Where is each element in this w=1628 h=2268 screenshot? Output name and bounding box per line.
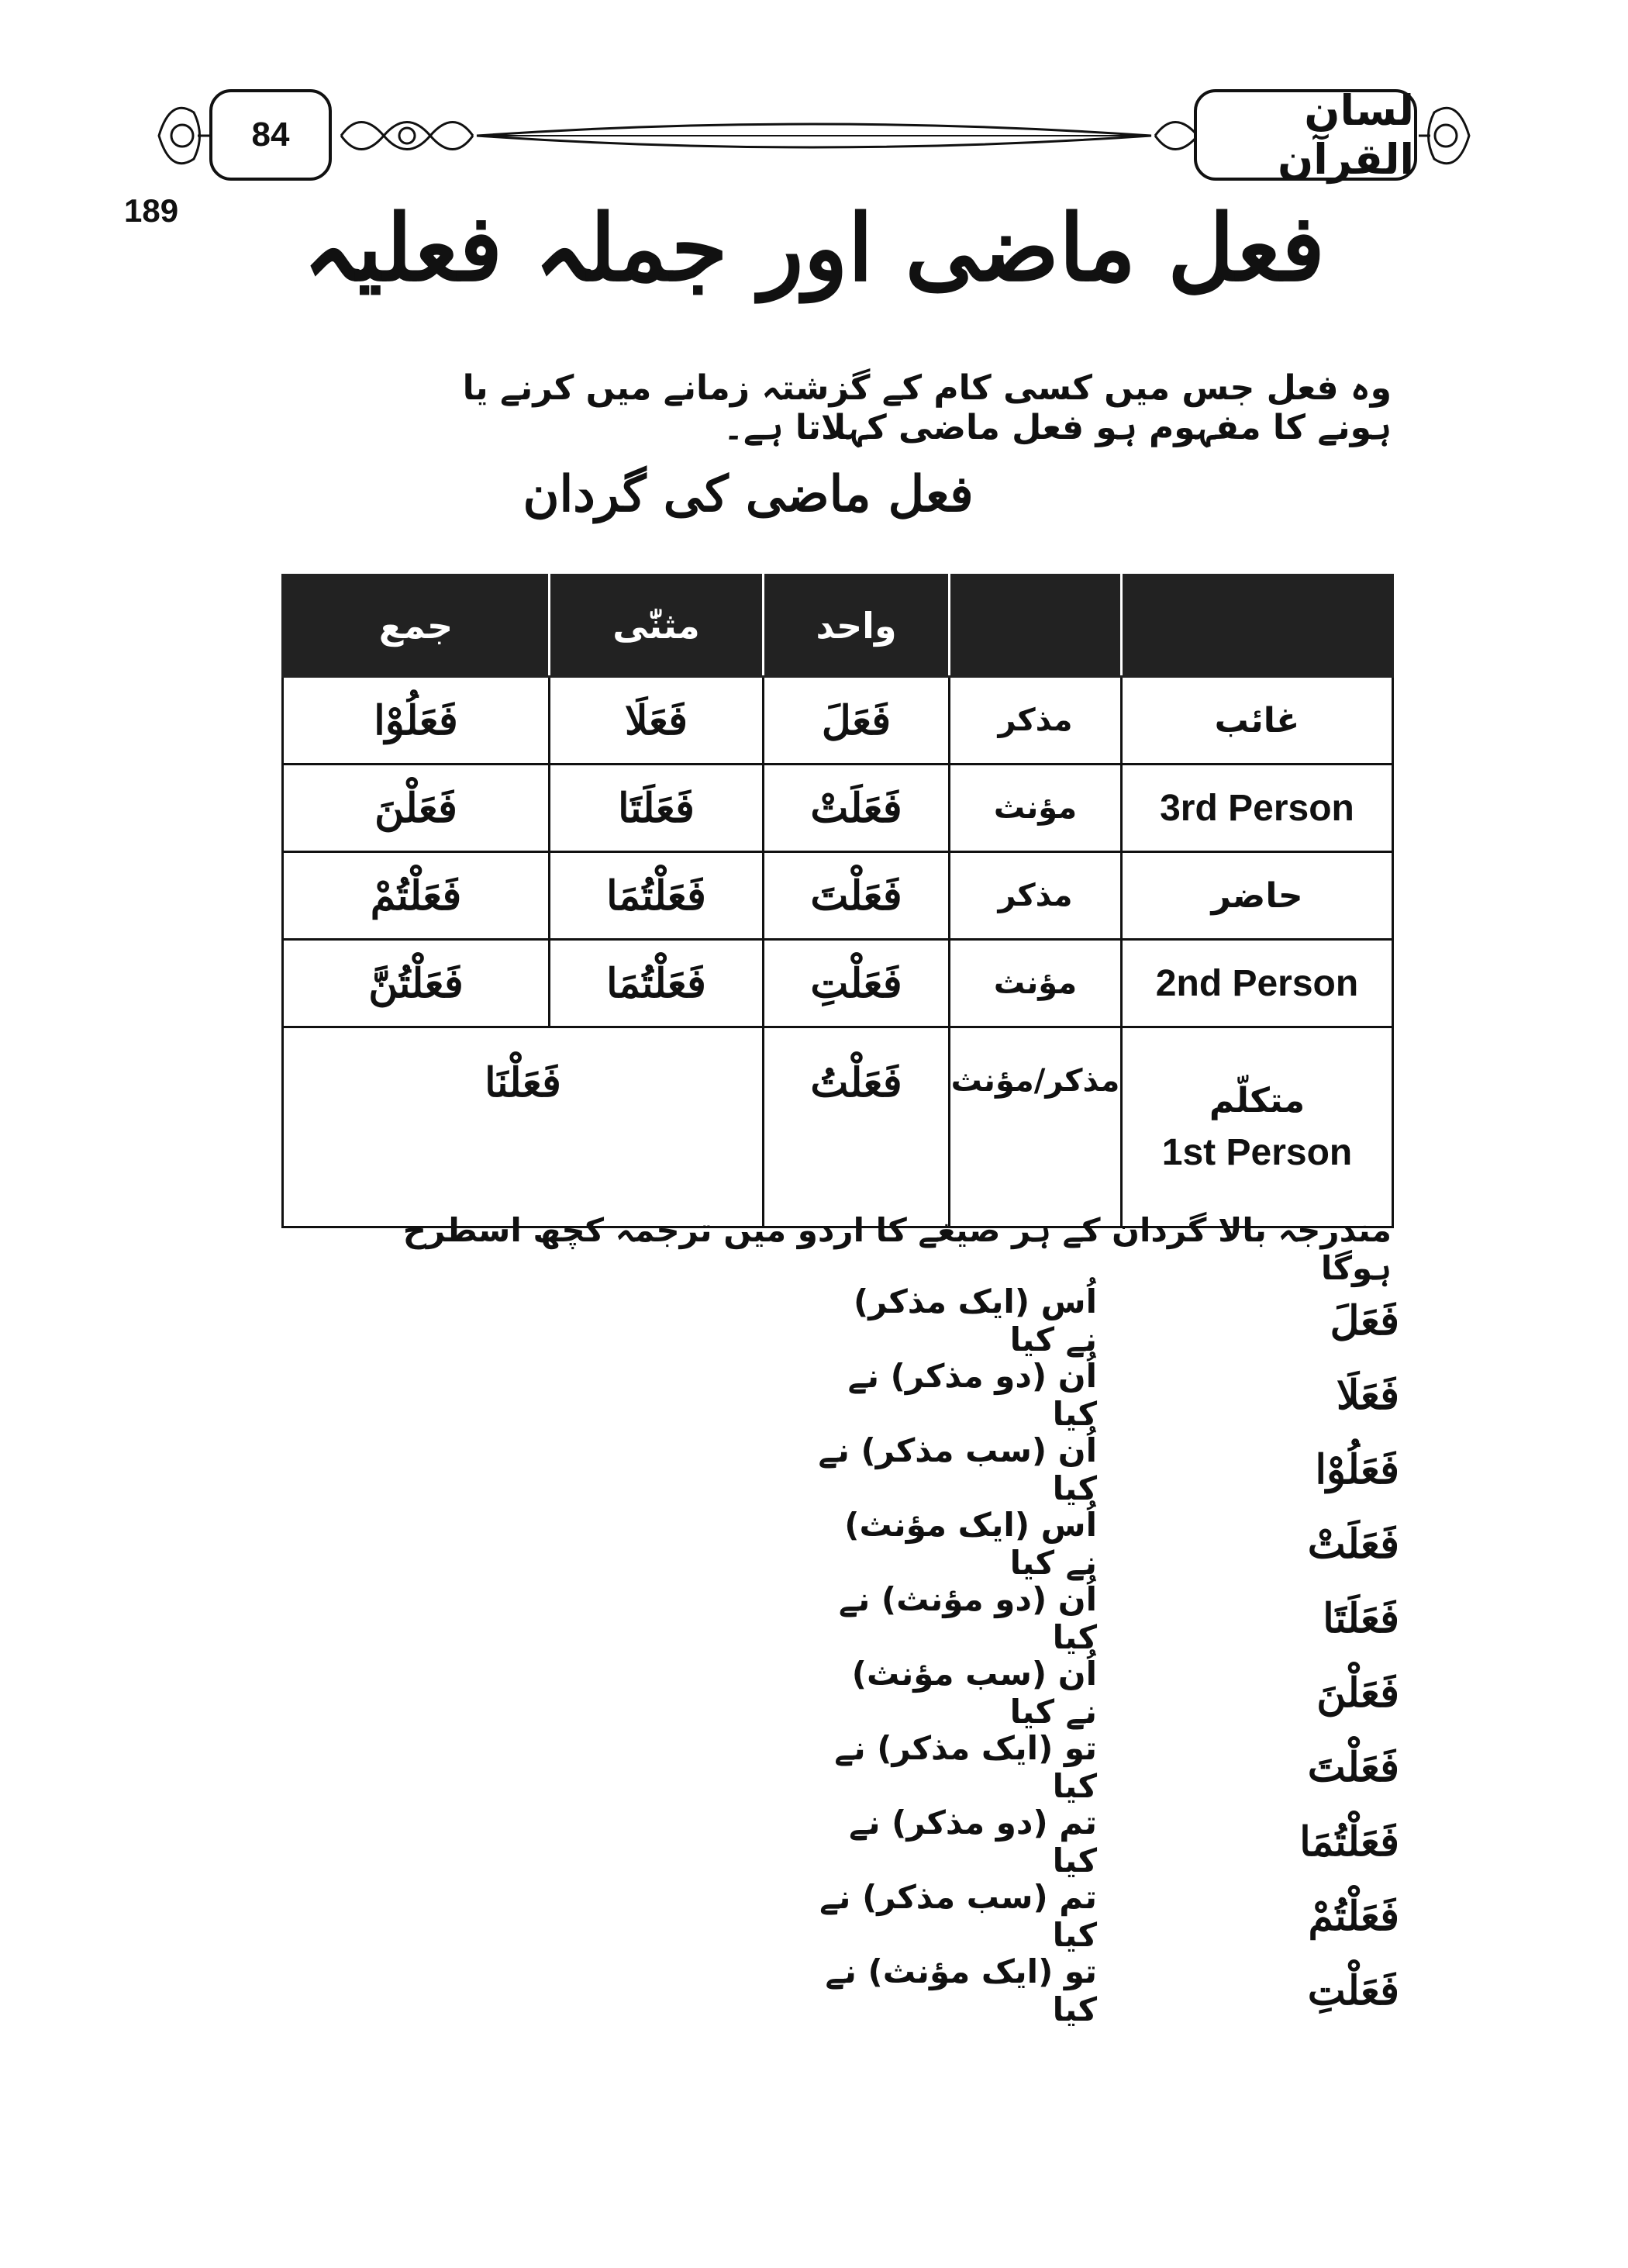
verb-form: فَعَلَ <box>1330 1296 1399 1345</box>
cell-muthanna: فَعَلْتُمَا <box>550 852 764 940</box>
cell-wahid: فَعَلْتِ <box>764 940 950 1027</box>
list-item <box>814 1953 1399 2028</box>
verb-form: فَعَلْتِ <box>1307 1966 1399 2014</box>
person-label-english: 1st Person <box>1161 1131 1353 1173</box>
table-row <box>283 1027 1393 1227</box>
cell-wahid: فَعَلْتُ <box>764 1027 950 1227</box>
table-row <box>283 852 1393 940</box>
cell-jama: فَعَلْتُمْ <box>283 852 550 940</box>
verb-form: فَعَلْتُمَا <box>1299 1818 1399 1866</box>
cell-person: 2nd Person <box>1122 940 1393 1027</box>
header-muthanna: مثنّٰی <box>550 575 764 677</box>
header-person <box>1122 575 1393 677</box>
cell-wahid: فَعَلَ <box>764 677 950 765</box>
list-item <box>814 1358 1399 1432</box>
table-heading: فعل ماضی کی گردان <box>523 465 974 523</box>
cell-person <box>1122 1027 1393 1227</box>
cell-jama-muthanna: فَعَلْنَا <box>283 1027 764 1227</box>
list-item <box>814 1432 1399 1507</box>
list-item <box>814 1283 1399 1358</box>
verb-meaning: اُن (سب مؤنث) نے کیا <box>851 1655 1097 1731</box>
page-reference: 189 <box>124 192 179 229</box>
list-item <box>814 1655 1399 1730</box>
header-jama: جمع <box>283 575 550 677</box>
cell-muthanna: فَعَلْتُمَا <box>550 940 764 1027</box>
translation-note: مندرجہ بالا گردان کے ہر صیغے کا اردو میں ترجمہ کچھ اسطرح ہوگا <box>402 1211 1392 1287</box>
verb-meaning: اُن (سب مذکر) نے کیا <box>818 1431 1097 1507</box>
cell-gender: مذکر/مؤنث <box>950 1027 1122 1227</box>
list-item <box>814 1507 1399 1581</box>
book-title-badge: لسان القرآن <box>1194 89 1417 181</box>
verb-meaning: تم (دو مذکر) نے کیا <box>849 1804 1097 1880</box>
cell-jama: فَعَلُوْا <box>283 677 550 765</box>
verb-form: فَعَلْنَ <box>1316 1669 1399 1717</box>
table-row <box>283 765 1393 852</box>
header-gender <box>950 575 1122 677</box>
verb-form: فَعَلْتُمْ <box>1308 1892 1399 1940</box>
cell-wahid: فَعَلْتَ <box>764 852 950 940</box>
verb-meaning: اُن (دو مذکر) نے کیا <box>847 1357 1097 1433</box>
cell-muthanna: فَعَلَا <box>550 677 764 765</box>
verb-meaning: تو (ایک مؤنث) نے کیا <box>825 1952 1097 2028</box>
page-number: 84 <box>209 89 332 181</box>
verb-meaning: اُس (ایک مذکر) نے کیا <box>854 1282 1097 1358</box>
verb-meaning: اُس (ایک مؤنث) نے کیا <box>844 1506 1097 1582</box>
list-item <box>814 1879 1399 1953</box>
translation-list <box>814 1283 1399 2028</box>
verb-form: فَعَلُوْا <box>1315 1445 1399 1493</box>
verb-form: فَعَلَتَا <box>1323 1594 1399 1642</box>
intro-paragraph: وہ فعل جس میں کسی کام کے گزشتہ زمانے میں کرنے یا ہونے کا مفہوم ہو فعل ماضی کہلاتا ہے۔ <box>462 368 1392 447</box>
table-row <box>283 940 1393 1027</box>
verb-form: فَعَلْتَ <box>1307 1743 1399 1791</box>
cell-jama: فَعَلْنَ <box>283 765 550 852</box>
page-title: فعل ماضی اور جملہ فعلیہ <box>303 194 1325 302</box>
cell-gender: مذکر <box>950 677 1122 765</box>
conjugation-table <box>281 574 1394 1228</box>
table-header-row <box>283 575 1393 677</box>
verb-meaning: تو (ایک مذکر) نے کیا <box>834 1729 1097 1805</box>
cell-gender: مذکر <box>950 852 1122 940</box>
list-item <box>814 1804 1399 1879</box>
cell-person: 3rd Person <box>1122 765 1393 852</box>
verb-meaning: اُن (دو مؤنث) نے کیا <box>838 1580 1097 1656</box>
cell-muthanna: فَعَلَتَا <box>550 765 764 852</box>
cell-wahid: فَعَلَتْ <box>764 765 950 852</box>
list-item <box>814 1730 1399 1804</box>
verb-form: فَعَلَا <box>1337 1371 1399 1419</box>
verb-form: فَعَلَتْ <box>1307 1520 1399 1568</box>
cell-jama: فَعَلْتُنَّ <box>283 940 550 1027</box>
cell-gender: مؤنث <box>950 940 1122 1027</box>
verb-meaning: تم (سب مذکر) نے کیا <box>819 1878 1097 1954</box>
table-row <box>283 677 1393 765</box>
header-wahid: واحد <box>764 575 950 677</box>
cell-gender: مؤنث <box>950 765 1122 852</box>
person-label-urdu: متکلّم <box>1209 1080 1306 1120</box>
cell-person: غائب <box>1122 677 1393 765</box>
cell-person: حاضر <box>1122 852 1393 940</box>
list-item <box>814 1581 1399 1655</box>
